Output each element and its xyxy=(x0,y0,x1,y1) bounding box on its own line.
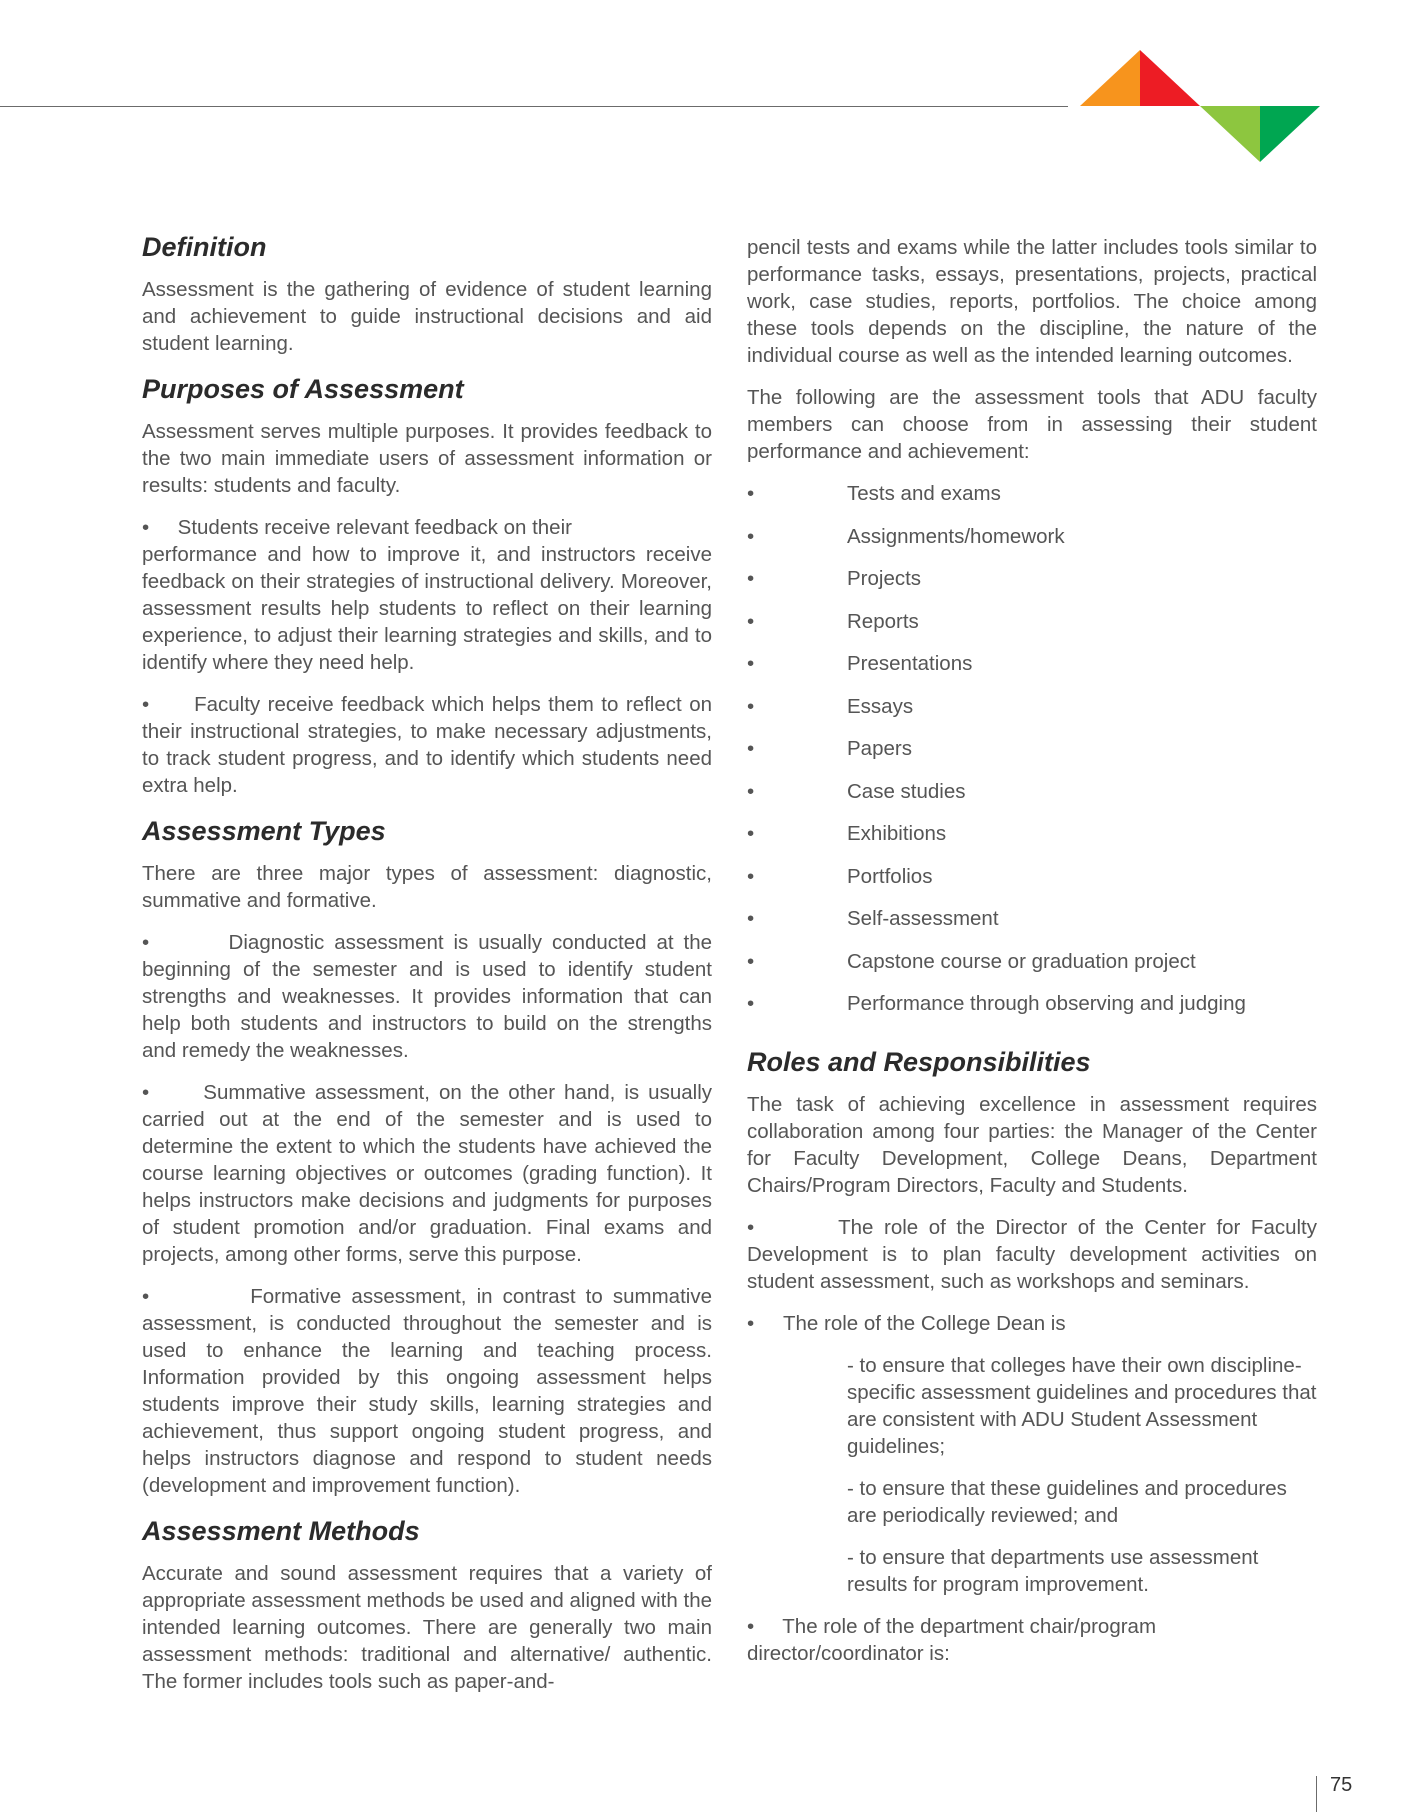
roles-heading: Roles and Responsibilities xyxy=(747,1046,1091,1077)
right-column xyxy=(747,234,1323,1682)
roles-dean-item: - to ensure that colleges have their own discipline-specific assessment guidelines and procedures that are consistent with ADU Student Assessment guidelines; xyxy=(847,1353,1317,1458)
roles-dean xyxy=(747,1310,1317,1337)
types-heading: Assessment Types xyxy=(142,816,386,846)
folio-rule xyxy=(1316,1776,1317,1812)
roles-dean-item: - to ensure that these guidelines and procedures are periodically reviewed; and xyxy=(847,1476,1287,1527)
purposes-bullet-faculty: • Faculty receive feedback which helps them to reflect on their instructional strategies, to make necessary adjustments, to track student progress, and to identify which students need extra help. xyxy=(142,693,718,797)
header-rule xyxy=(0,106,1068,107)
types-diagnostic: • Diagnostic assessment is usually conducted at the beginning of the semester and is used to identify student strengths and weaknesses. It provides information that can help both students and instructors to build on the strengths and remedy the weaknesses. xyxy=(142,931,718,1062)
roles-dean-item: - to ensure that departments use assessment results for program improvement. xyxy=(847,1545,1259,1596)
bullet: • xyxy=(747,524,755,548)
tool-label: Essays xyxy=(847,694,914,718)
roles-intro: The task of achieving excellence in assessment requires collaboration among four parties: the Manager of the Center for Faculty Development, College Deans, Department Chairs/Program Directors, Faculty and Students. xyxy=(747,1092,1317,1197)
tool-label: Portfolios xyxy=(847,864,933,888)
logo-red-triangle xyxy=(1140,50,1200,106)
list-item xyxy=(747,480,1317,523)
methods-text: Accurate and sound assessment requires that a variety of appropriate assessment methods be used and aligned with the intended learning outcomes. There are generally two main assessment methods: traditional and alternative/ authentic. The former includes tools such as paper-and- xyxy=(142,1562,712,1693)
logo-orange-triangle xyxy=(1080,50,1140,106)
left-column xyxy=(142,230,718,1710)
list-item xyxy=(747,523,1317,566)
logo-green-triangle xyxy=(1260,106,1320,162)
bullet: • xyxy=(747,779,755,803)
list-item xyxy=(747,565,1317,608)
bullet: • xyxy=(747,482,755,505)
list-item xyxy=(747,650,1317,693)
tool-label: Reports xyxy=(847,609,919,633)
bullet: • xyxy=(747,1311,755,1335)
triangle-logo-icon xyxy=(1080,50,1320,162)
bullet: • xyxy=(747,609,755,633)
bullet: • xyxy=(747,652,755,675)
tool-label: Presentations xyxy=(847,652,973,675)
tool-label: Assignments/homework xyxy=(847,524,1065,548)
definition-text: Assessment is the gathering of evidence of student learning and achievement to guide instructional decisions and aid student learning. xyxy=(142,278,712,355)
roles-director: • The role of the Director of the Center for Faculty Development is to plan faculty development activities on student assessment, such as workshops and seminars. xyxy=(747,1215,1323,1293)
list-item xyxy=(747,608,1317,651)
types-summative: • Summative assessment, on the other hand, is usually carried out at the end of the semester and is used to determine the extent to which the students have achieved the course learning objectives or outcomes (grading function). It helps instructors make decisions and judgments for purposes of student promotion and/or graduation. Final exams and projects, among other forms, serve this purpose. xyxy=(142,1081,718,1266)
logo-lightgreen-triangle xyxy=(1200,106,1260,162)
tool-label: Tests and exams xyxy=(847,482,1001,505)
purposes-bullet-students-first: • Students receive relevant feedback on their xyxy=(142,516,572,539)
list-item xyxy=(747,990,1317,1033)
list-item xyxy=(747,905,1317,948)
list-item xyxy=(747,735,1317,778)
purposes-heading: Purposes of Assessment xyxy=(142,374,464,404)
bullet: • xyxy=(747,567,755,590)
page-number: 75 xyxy=(1330,1774,1353,1796)
list-item xyxy=(747,778,1317,821)
list-item xyxy=(747,948,1317,991)
bullet: • xyxy=(747,694,755,718)
types-intro: There are three major types of assessment: diagnostic, summative and formative. xyxy=(142,862,712,912)
tool-label: Capstone course or graduation project xyxy=(847,949,1196,973)
bullet: • xyxy=(747,822,755,845)
purposes-bullet-students-rest: performance and how to improve it, and instructors receive feedback on their strategies of instructional delivery. Moreover, assessment results help students to reflect on their learning experience, to adjust their learning strategies and skills, and to identify where they need help. xyxy=(142,543,712,674)
tool-label: Exhibitions xyxy=(847,822,947,845)
types-formative: • Formative assessment, in contrast to summative assessment, is conducted throughout the semester and is used to enhance the learning and teaching process. Information provided by this ongoing assessment helps students improve their study skills, learning strategies and achievement, thus support ongoing student progress, and helps instructors diagnose and respond to student needs (development and improvement function). xyxy=(142,1285,718,1497)
roles-chair: • The role of the department chair/program director/coordinator is: xyxy=(747,1614,1162,1665)
roles-dean-label: The role of the College Dean is xyxy=(783,1311,1066,1335)
tool-label: Papers xyxy=(847,737,912,760)
tool-label: Projects xyxy=(847,567,922,590)
tool-label: Case studies xyxy=(847,779,966,803)
bullet: • xyxy=(747,864,755,888)
purposes-intro: Assessment serves multiple purposes. It provides feedback to the two main immediate users of assessment information or results: students and faculty. xyxy=(142,420,712,497)
list-item xyxy=(747,693,1317,736)
tools-intro: The following are the assessment tools that ADU faculty members can choose from in assessing their student performance and achievement: xyxy=(747,386,1317,463)
bullet: • xyxy=(747,992,755,1015)
tool-label: Performance through observing and judging xyxy=(847,992,1246,1015)
tool-label: Self-assessment xyxy=(847,907,999,930)
list-item xyxy=(747,863,1317,906)
purposes-bullet-students xyxy=(142,514,712,676)
bullet: • xyxy=(747,907,755,930)
list-item xyxy=(747,820,1317,863)
methods-continuation: pencil tests and exams while the latter includes tools similar to performance tasks, essays, presentations, projects, practical work, case studies, reports, portfolios. The choice among these tools depends on the discipline, the nature of the individual course as well as the intended learning outcomes. xyxy=(747,236,1317,367)
definition-heading: Definition xyxy=(142,232,267,262)
methods-heading: Assessment Methods xyxy=(142,1516,420,1546)
bullet: • xyxy=(747,737,755,760)
tools-list xyxy=(747,480,1317,1033)
bullet: • xyxy=(747,949,755,973)
